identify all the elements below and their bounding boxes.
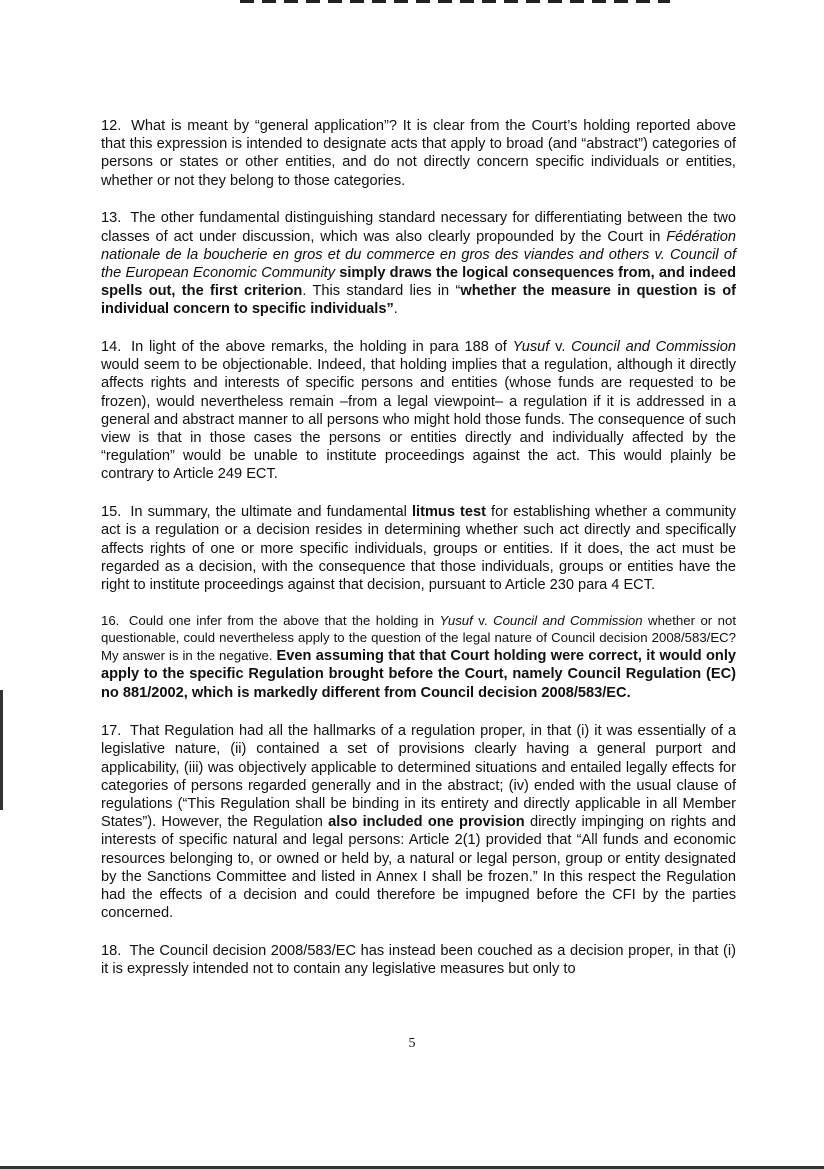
paragraph-text: for establishing whether a community act is a regulation or a decision resides in determining whether such act directly and specifically affects rights of one or more specific individuals, groups or entities. If it does, the act must be regarded as a decision, with the consequence that those individuals, groups or entities have the right to institute proceedings against that decision, pursuant to Article 230 para 4 ECT. — [101, 504, 737, 593]
case-name: Yusuf — [512, 339, 550, 356]
paragraph-16 — [101, 612, 736, 703]
paragraph-text: v. — [472, 612, 494, 628]
paragraph-number: 18. — [101, 942, 122, 959]
paragraph-17 — [101, 722, 736, 922]
paragraph-12 — [101, 117, 736, 190]
paragraph-number: 15. — [101, 504, 122, 521]
paragraph-text: What is meant by “general application”? It is clear from the Court’s holding reported above that this expression is intended to designate acts that apply to broad (and “abstract”) categories of persons or states or other entities, and do not directly concern specific individuals or entities, whether or not they belong to those categories. — [101, 118, 736, 189]
scan-edge-left — [0, 690, 3, 810]
paragraph-text: In summary, the ultimate and fundamental — [130, 504, 412, 521]
emphasis-text: litmus test — [411, 504, 486, 521]
emphasis-text: simply draws the logical consequences from, and indeed spells out, the first criterion — [101, 264, 736, 300]
paragraph-text: Could one infer from the above that the holding in — [128, 612, 440, 628]
document-body — [101, 117, 736, 998]
page-number: 5 — [408, 1036, 416, 1051]
paragraph-text: . — [393, 301, 398, 318]
case-name: Yusuf — [439, 612, 473, 628]
case-name: Council and Commission — [571, 339, 736, 356]
paragraph-number: 17. — [101, 723, 122, 740]
emphasis-text: Even assuming that that Court holding were correct, it would only apply to the specific Regulation brought before the Court, namely Council Regulation (EC) no 881/2002, which is markedly different from Council decision 2008/583/EC. — [101, 647, 736, 702]
paragraph-text: The other fundamental distinguishing standard necessary for differentiating between the two classes of act under discussion, which was also clearly propounded by the Court in — [101, 210, 737, 245]
paragraph-number: 16. — [101, 612, 120, 628]
paragraph-text: directly impinging on rights and interests of specific natural and legal persons: Article 2(1) provided that “All funds and economic resources belonging to, or owned or held by, a natural or legal person, group or entity designated by the Sanctions Committee and listed in Annex I shall be frozen.” In this respect the Regulation had the effects of a decision and could therefore be impugned before the CFI by the parties concerned. — [101, 814, 737, 922]
emphasis-text: whether the measure in question is of individual concern to specific individuals” — [101, 283, 737, 318]
paragraph-text: . This standard lies in “ — [302, 283, 461, 300]
paragraph-text: That Regulation had all the hallmarks of a regulation proper, in that (i) it was essentially of a legislative nature, (ii) contained a set of provisions clearly having a general purport and applicability, (iii) was objectively applicable to determined situations and entailed legally effects for categories of persons regarded generally and in the abstract; (iv) ended with the usual clause of regulations (“This Regulation shall be binding in its entirety and directly applicable in all Member States”). However, the Regulation — [101, 723, 736, 831]
case-name: Council and Commission — [493, 612, 643, 628]
paragraph-number: 14. — [101, 339, 122, 356]
paragraph-text: The Council decision 2008/583/EC has instead been couched as a decision proper, in that (i) it is expressly intended not to contain any legislative measures but only to — [101, 942, 736, 978]
paragraph-text: whether or not questionable, could nevertheless apply to the question of the legal nature of Council decision 2008/583/EC? My answer is in the negative. — [101, 612, 736, 663]
paragraph-number: 13. — [101, 210, 122, 227]
paragraph-18 — [101, 942, 736, 978]
case-name: Fédération nationale de la boucherie en gros et du commerce en gros des viandes and others v. Council of the European Economic Community — [101, 228, 736, 281]
scan-edge-top — [240, 0, 670, 3]
paragraph-13 — [101, 209, 736, 318]
paragraph-14 — [101, 338, 736, 484]
paragraph-text: v. — [549, 339, 572, 356]
paragraph-text: would seem to be objectionable. Indeed, that holding implies that a regulation, although it directly affects rights and interests of specific persons and entities (whose funds are requested to be frozen), would nevertheless remain –from a legal viewpoint– a regulation if it is addressed in a general and abstract manner to all persons who might hold those funds. The consequence of such view is that in those cases the persons or entities directly and individually affected by the “regulation” would be unable to institute proceedings against the act. This would plainly be contrary to Article 249 ECT. — [101, 357, 736, 483]
paragraph-number: 12. — [101, 118, 122, 134]
emphasis-text: also included one provision — [328, 814, 525, 831]
paragraph-15 — [101, 503, 736, 594]
paragraph-text: In light of the above remarks, the holding in para 188 of — [131, 339, 513, 356]
